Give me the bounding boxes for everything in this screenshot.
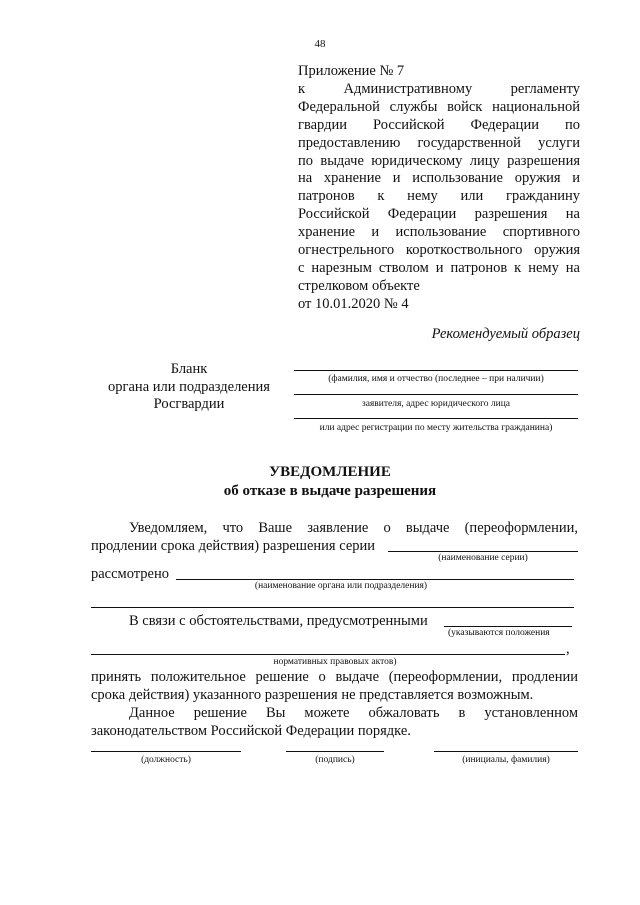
paragraph-1-line-2: продлении срока действия) разрешения серии	[91, 538, 376, 554]
blank-label	[80, 361, 298, 414]
recipient-address-caption: заявителя, адрес юридического лица	[361, 399, 511, 409]
appendix-line: гвардии Российской Федерации по	[298, 116, 580, 133]
considered-label: рассмотрено	[91, 566, 170, 582]
appendix-line: по выдаче юридическому лицу разрешения	[298, 152, 580, 169]
appendix-line: от 10.01.2020 № 4	[298, 295, 409, 312]
blank-line: органа или подразделения	[108, 378, 270, 395]
recommended-sample-label: Рекомендуемый образец	[431, 326, 580, 342]
position-caption: (должность)	[141, 755, 191, 765]
organ-caption: (наименование органа или подразделения)	[254, 581, 428, 591]
recipient-fio-caption: (фамилия, имя и отчество (последнее – при наличии)	[328, 374, 544, 384]
organ-field[interactable]	[176, 579, 574, 580]
series-caption: (наименование серии)	[438, 553, 528, 563]
notice-title	[0, 463, 640, 501]
organ-field-continuation[interactable]	[91, 607, 574, 608]
appendix-line: стрелковом объекте	[298, 277, 420, 294]
blank-line: Росгвардии	[153, 396, 225, 412]
provisions-field[interactable]	[444, 626, 572, 627]
appendix-line: огнестрельного короткоствольного оружия	[298, 242, 580, 259]
paragraph-3-line-1: принять положительное решение о выдаче (переоформлении, продлении	[91, 669, 578, 685]
paragraph-4-line-1: Данное решение Вы можете обжаловать в установленном	[129, 705, 578, 721]
name-caption: (инициалы, фамилия)	[462, 755, 550, 765]
notice-title-line: УВЕДОМЛЕНИЕ	[269, 464, 391, 480]
appendix-header	[298, 63, 580, 314]
paragraph-3-line-2: срока действия) указанного разрешения не представляется возможным.	[91, 687, 534, 703]
acts-caption: нормативных правовых актов)	[273, 657, 397, 667]
name-field[interactable]	[434, 751, 578, 752]
appendix-line: предоставлению государственной услуги	[298, 134, 580, 151]
appendix-line: Приложение № 7	[298, 63, 405, 79]
recipient-fio-line[interactable]	[294, 370, 578, 371]
notice-subtitle: об отказе в выдаче разрешения	[223, 483, 437, 499]
appendix-line: на хранение и использование оружия и	[298, 170, 580, 187]
paragraph-4-line-2: законодательством Российской Федерации порядке.	[91, 723, 411, 739]
comma: ,	[566, 641, 570, 657]
appendix-line: Российской Федерации разрешения на	[298, 206, 580, 223]
provisions-caption: (указываются положения	[448, 628, 550, 638]
appendix-line: с нарезным стволом и патронов к нему на	[298, 259, 580, 276]
paragraph-1-line-1: Уведомляем, что Ваше заявление о выдаче (переоформлении,	[129, 520, 578, 536]
signature-field[interactable]	[286, 751, 384, 752]
provisions-field-continuation[interactable]	[91, 654, 565, 655]
recipient-registration-line[interactable]	[294, 418, 578, 419]
paragraph-2-line-1: В связи с обстоятельствами, предусмотренными	[129, 613, 428, 629]
series-field[interactable]	[388, 551, 578, 552]
page-number: 48	[314, 38, 326, 50]
appendix-line: Федеральной службы войск национальной	[298, 98, 580, 115]
appendix-line: хранение и использование спортивного	[298, 224, 580, 241]
appendix-line: к Административному регламенту	[298, 80, 580, 97]
position-field[interactable]	[91, 751, 241, 752]
signature-caption: (подпись)	[315, 755, 355, 765]
appendix-line: патронов к нему или гражданину	[298, 188, 580, 205]
blank-line: Бланк	[170, 361, 208, 377]
recipient-registration-caption: или адрес регистрации по месту жительства гражданина)	[319, 423, 553, 433]
recipient-address-line[interactable]	[294, 394, 578, 395]
